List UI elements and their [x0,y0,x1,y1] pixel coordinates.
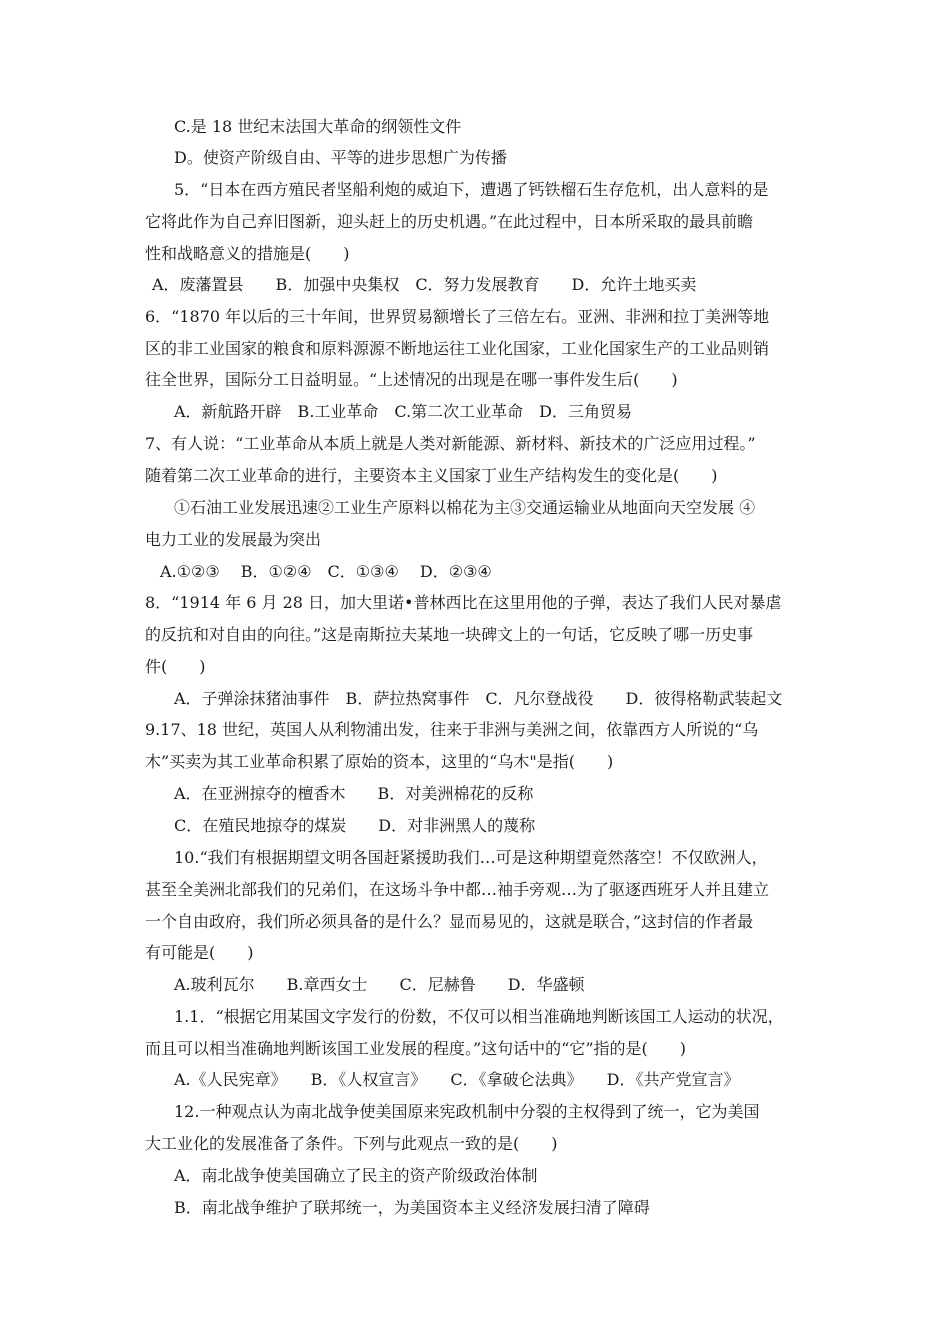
text-line: 一个自由政府，我们所必须具备的是什么？显而易见的，这就是联合，”这封信的作者最 [145,912,754,931]
text-line: D。使资产阶级自由、平等的进步思想广为传播 [174,148,507,167]
question-9-options-cd: C．在殖民地掠夺的煤炭 D．对非洲黑人的蔑称 [174,816,536,835]
question-7-statements: ①石油工业发展迅速②工业生产原料以棉花为主③交通运输业从地面向天空发展 ④ [174,498,756,517]
question-11-stem: 1.1．“根据它用某国文字发行的份数，不仅可以相当准确地判断该国工人运动的状况， [174,1007,784,1026]
text-line: 而且可以相当准确地判断该国工业发展的程度。”这句话中的“它”指的是( ) [145,1039,687,1058]
question-12-option-a: A．南北战争使美国确立了民主的资产阶级政治体制 [174,1166,538,1185]
text-line: 电力工业的发展最为突出 [145,530,322,549]
question-8-options: A．子弹涂抹猪油事件 B．萨拉热窝事件 C．凡尔登战役 D．彼得格勒武装起文 [174,689,783,708]
question-5-options: A．废藩置县 B．加强中央集权 C．努力发展教育 D．允许土地买卖 [152,275,697,294]
question-12-stem: 12.一种观点认为南北战争使美国原来宪政机制中分裂的主权得到了统一，它为美国 [174,1102,760,1121]
question-7-stem: 7、有人说：“工业革命从本质上就是人类对新能源、新材料、新技术的广泛应用过程。” [145,434,756,453]
text-line: 它将此作为自己弃旧图新，迎头赶上的历史机遇。”在此过程中，日本所采取的最具前瞻 [145,212,754,231]
text-line: 有可能是( ) [145,943,254,962]
question-8-stem: 8．“1914 年 6 月 28 日，加大里诺•普林西比在这里用他的子弹，表达了我们人民对暴虐 [145,593,782,612]
question-5-stem: 5．“日本在西方殖民者坚船利炮的威迫下，遭遇了钙铁榴石生存危机，出人意料的是 [174,180,769,199]
question-6-options: A．新航路开辟 B.工业革命 C.第二次工业革命 D．三角贸易 [174,402,632,421]
text-line: 往全世界，国际分工日益明显。“上述情况的出现是在哪一事件发生后( ) [145,370,678,389]
question-6-stem: 6．“1870 年以后的三十年间，世界贸易额增长了三倍左右。亚洲、非洲和拉丁美洲等地 [145,307,770,326]
question-7-options: A.①②③ B．①②④ C．①③④ D．②③④ [160,562,492,581]
question-12-option-b: B．南北战争维护了联邦统一，为美国资本主义经济发展扫清了障碍 [174,1198,650,1217]
question-9-options-ab: A．在亚洲掠夺的檀香木 B．对美洲棉花的反称 [174,784,534,803]
text-line: 大工业化的发展准备了条件。下列与此观点一致的是( ) [145,1134,558,1153]
text-line: 的反抗和对自由的向往。”这是南斯拉夫某地一块碑文上的一句话，它反映了哪一历史事 [145,625,754,644]
text-line: 件( ) [145,657,206,676]
question-9-stem: 9.17、18 世纪，英国人从利物浦出发，往来于非洲与美洲之间，依靠西方人所说的“乌 [145,720,759,739]
text-line: 随着第二次工业革命的进行，主要资本主义国家丁业生产结构发生的变化是( ) [145,466,718,485]
text-line: 性和战略意义的措施是( ) [145,244,350,263]
question-10-options: A.玻利瓦尔 B.章西女士 C．尼赫鲁 D．华盛顿 [174,975,585,994]
text-line: 区的非工业国家的粮食和原料源源不断地运往工业化国家，工业化国家生产的工业品则销 [145,339,770,358]
text-line: 木”买卖为其工业革命积累了原始的资本，这里的“乌木"是指( ) [145,752,614,771]
question-11-options: A.《人民宪章》 B．《人权宣言》 C．《拿破仑法典》 D．《共产党宣言》 [174,1070,740,1089]
question-10-stem: 10.“我们有根据期望文明各国赶紧援助我们…可是这种期望竟然落空！不仅欧洲人， [174,848,768,867]
text-line: 甚至全美洲北部我们的兄弟们，在这场斗争中都…袖手旁观…为了驱逐西班牙人并且建立 [145,880,770,899]
text-line: C.是 18 世纪末法国大革命的纲领性文件 [174,117,462,136]
